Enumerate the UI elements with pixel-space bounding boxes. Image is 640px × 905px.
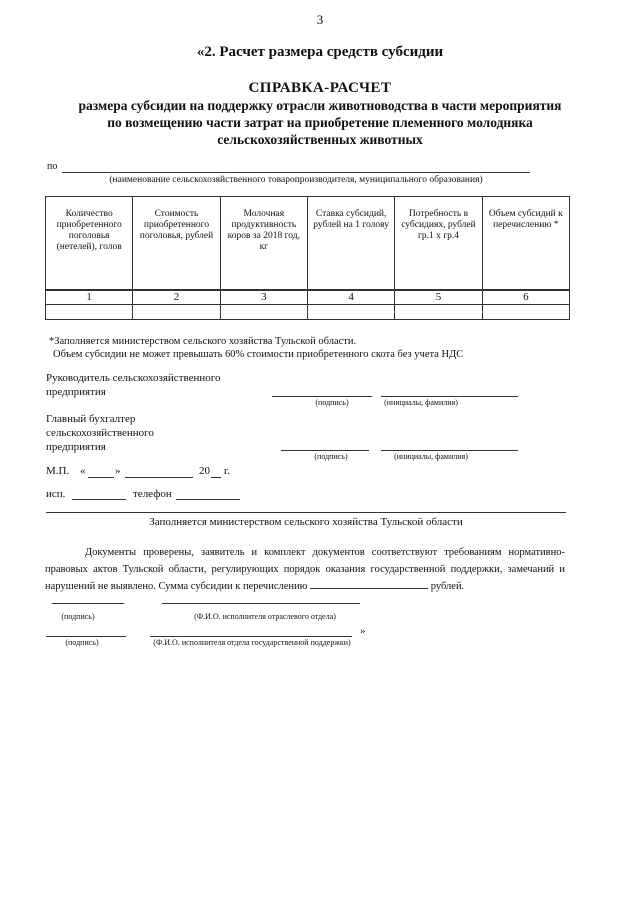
ministry-paragraph <box>45 544 565 595</box>
signature-caption: (подпись) <box>61 612 95 621</box>
accountant-signature-field[interactable] <box>281 450 369 451</box>
head-label: предприятия <box>46 386 106 398</box>
recipient-caption: (наименование сельскохозяйственного товаропроизводителя, муниципального образования) <box>109 175 483 185</box>
state-fio-caption: (Ф.И.О. исполнителя отдела государственной поддержки) <box>153 638 351 647</box>
table-cell[interactable] <box>46 305 133 320</box>
executor-label: исп. <box>46 488 66 500</box>
signature-caption: (подпись) <box>65 638 99 647</box>
date-month-field[interactable] <box>125 477 193 478</box>
column-number: 3 <box>220 290 307 305</box>
signature-caption: (подпись) <box>315 398 349 407</box>
executor-field[interactable] <box>72 499 126 500</box>
recipient-prefix: по <box>47 161 58 172</box>
column-number: 1 <box>46 290 133 305</box>
stamp-label: М.П. <box>46 465 70 477</box>
accountant-initials-field[interactable] <box>381 450 518 451</box>
sector-fio-field[interactable] <box>162 603 360 604</box>
ministry-paragraph-text: Документы проверены, заявитель и комплект документов соответствуют требованиям нормативно-правовых актов Тульской области, регулирующих порядок оказания государственной поддержки, замечаний и нарушений не выявлено. Сумма субсидии к перечислению <box>45 547 565 592</box>
subtitle-line: размера субсидии на поддержку отрасли животноводства в части мероприятия <box>78 98 562 113</box>
document-subtitle <box>0 97 640 148</box>
accountant-label: сельскохозяйственного <box>46 427 154 439</box>
date-day-field[interactable] <box>88 477 114 478</box>
sector-signature-field[interactable] <box>52 603 124 604</box>
initials-caption: (инициалы, фамилия) <box>384 398 458 407</box>
year-suffix: г. <box>224 465 231 477</box>
table-cell[interactable] <box>220 305 307 320</box>
ministry-heading: Заполняется министерством сельского хозяйства Тульской области <box>149 516 463 528</box>
subsidy-amount-field[interactable] <box>310 578 428 589</box>
head-initials-field[interactable] <box>381 396 518 397</box>
footnote: *Заполняется министерством сельского хозяйства Тульской области. <box>49 336 357 347</box>
sector-fio-caption: (Ф.И.О. исполнителя отраслевого отдела) <box>194 612 336 621</box>
section-divider <box>46 512 566 513</box>
column-header: Количество приобретенного поголовья (нетелей), голов <box>46 197 133 291</box>
head-signature-field[interactable] <box>272 396 372 397</box>
date-year-field[interactable] <box>211 477 221 478</box>
column-header: Объем субсидий к перечислению * <box>482 197 569 291</box>
document-title: СПРАВКА-РАСЧЕТ <box>248 80 392 96</box>
table-cell[interactable] <box>395 305 482 320</box>
closing-quote: » <box>360 625 366 637</box>
table-number-row <box>46 290 570 305</box>
date-open-quote: « <box>80 465 86 477</box>
section-heading: «2. Расчет размера средств субсидии <box>196 44 444 60</box>
initials-caption: (инициалы, фамилия) <box>394 452 468 461</box>
column-header: Молочная продуктивность коров за 2018 год, кг <box>220 197 307 291</box>
signature-caption: (подпись) <box>314 452 348 461</box>
subsidy-limit-note: Объем субсидии не может превышать 60% стоимости приобретенного скота без учета НДС <box>53 349 464 360</box>
head-label: Руководитель сельскохозяйственного <box>46 372 221 384</box>
phone-field[interactable] <box>176 499 240 500</box>
column-number: 6 <box>482 290 569 305</box>
column-header: Ставка субсидий, рублей на 1 голову <box>307 197 394 291</box>
column-header: Потребность в субсидиях, рублей гр.1 х гр.4 <box>395 197 482 291</box>
calculation-table <box>45 196 570 320</box>
recipient-name-field[interactable] <box>62 172 530 173</box>
table-row <box>46 305 570 320</box>
accountant-label: Главный бухгалтер <box>46 413 136 425</box>
accountant-label: предприятия <box>46 441 106 453</box>
table-cell[interactable] <box>307 305 394 320</box>
currency-unit: рублей. <box>430 581 465 592</box>
state-fio-field[interactable] <box>150 636 352 637</box>
column-number: 4 <box>307 290 394 305</box>
subtitle-line: по возмещению части затрат на приобретение племенного молодняка <box>107 115 533 130</box>
table-header-row <box>46 197 570 291</box>
column-header: Стоимость приобретенного поголовья, рублей <box>133 197 220 291</box>
phone-label: телефон <box>133 488 172 500</box>
table-cell[interactable] <box>482 305 569 320</box>
year-prefix: 20 <box>199 465 210 477</box>
column-number: 2 <box>133 290 220 305</box>
state-signature-field[interactable] <box>46 636 126 637</box>
column-number: 5 <box>395 290 482 305</box>
page-number: 3 <box>316 12 324 27</box>
date-close-quote: » <box>115 465 121 477</box>
table-cell[interactable] <box>133 305 220 320</box>
subtitle-line: сельскохозяйственных животных <box>217 132 423 147</box>
